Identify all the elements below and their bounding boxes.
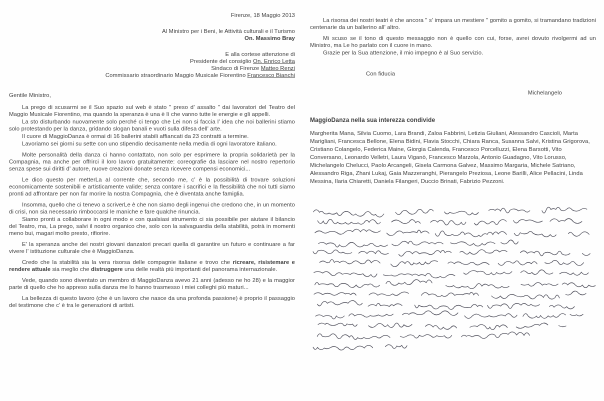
handwritten-signature-row <box>316 311 583 319</box>
letter-body-left <box>9 104 295 309</box>
attention-line-presidente <box>9 58 295 65</box>
link-enrico-letta[interactable]: On. Enrico Letta <box>253 58 295 65</box>
paragraph <box>9 216 295 237</box>
letter-column-left <box>9 12 295 393</box>
text-run: La bellezza di questo lavoro (che è un lavoro che nasce da una profonda passione) è proprio il passaggio del testimone che c' è tra le generazioni di artisti. <box>9 295 295 309</box>
handwritten-signature-row <box>315 229 589 237</box>
link-francesco-bianchi[interactable]: Francesco Bianchi <box>247 72 295 79</box>
text-run: La prego di scusarmi se il Suo spazio sul web è stato " preso d' assalto " dai lavoratori del Teatro del Maggio Musicale Fiorentino, ma quando la speranza è una è lì che vanno tutte le energie e gli appelli. <box>9 104 295 118</box>
attention-intro: E alla cortese attenzione di <box>225 51 295 58</box>
paragraph <box>9 133 295 140</box>
text-run: Il cuore di MaggioDanza è ormai di 16 ballerini stabili affiancati da 23 contratti a termine. <box>22 133 249 140</box>
handwritten-signature-row <box>313 250 590 257</box>
handwritten-signature-row <box>313 207 586 217</box>
attention-line-commissario <box>9 72 295 79</box>
link-matteo-renzi[interactable]: Matteo Renzi <box>260 65 295 72</box>
text-run: Lavoriamo sei giorni su sette con uno stipendio decisamente nella media di ogni lavoratore italiano. <box>22 141 277 147</box>
paragraph <box>9 152 295 173</box>
text-run: una delle realtà più importanti del panorama internazionale. <box>122 266 278 273</box>
handwritten-signature-row <box>320 260 584 267</box>
paragraph <box>9 141 295 148</box>
text-run: Le dico questo per metterLa al corrente che, secondo me, c' è la possibilità di trovare soluzioni economicamente sostenibili e artisticamente valide; senza contare i sacrifici e la flessibilità che noi tutti siamo pronti ad affrontare per non far morire la nostra Compagnia, che è diventata anche famiglia. <box>9 177 295 197</box>
attention-prefix: Presidente del consiglio <box>190 58 254 65</box>
handwritten-signature-row <box>318 240 518 247</box>
handwritten-signature-row <box>318 219 582 225</box>
signers-heading: MaggioDanza nella sua interezza condivide <box>310 116 436 124</box>
attention-block <box>9 51 295 79</box>
handwritten-signature-row <box>313 345 407 350</box>
text-run: Molte personalità della danza ci hanno contattato, non solo per esprimere la propria solidarietà per la Compagnia, ma anche per offrirci il loro lavoro gratuitamente: coreografie da lasciare nel nostro repertorio senza spese sui diritti d' autore, nuove creazioni donate senza ricevere compensi economici... <box>9 152 295 172</box>
paragraph <box>9 202 295 216</box>
signers-list: Margherita Mana, Silvia Cuomo, Lara Brandi, Zaloa Fabbrini, Letizia Giuliani, Alessandro Cascioli, Marta Marigliani, Francesca Bellone, Elena Bidini, Flavia Stocchi, Chiara Ranca, Susanna Salvi, Kristina Grigorova, Cristiano Colangelo, Federica Maine, Giorgia Calenda, Francesco Porcelluzzi, Elena Barsotti, Vito Conversano, Leonardo Velletri, Laura Viganò, Francesco Marzola, Antonio Guadagno, Vito Lorusso, Michelangelo Chelucci, Paolo Arcangeli, Gisela Carmona Galvez, Massimo Margaria, Michele Satriano, Alessandro Riga, Zhani Lukaj, Gaia Mazzeranghi, Pierangelo Preziosa, Leone Barilli, Alice Pellacini, Linda Messina, Ilaria Chiaretti, Daniela Filangeri, Duccio Brinati, Fabrizio Pezzoni. <box>310 130 590 185</box>
handwritten-signature-row <box>314 270 589 278</box>
paragraph <box>310 35 596 49</box>
recipient-line: Al Ministro per i Beni, le Attività culturali e il Turismo <box>162 28 295 35</box>
paragraph <box>9 177 295 198</box>
text-run: Mi scuso se il tono di questo messaggio non è quello con cui, forse, avrei dovuto rivolgermi ad un Ministro, ma Le ho parlato con il cuore in mano. <box>310 35 596 49</box>
paragraph <box>310 17 596 31</box>
date-line: Firenze, 18 Maggio 2013 <box>230 12 295 19</box>
paragraph <box>9 295 295 309</box>
handwritten-signature-row <box>314 291 586 299</box>
handwritten-signature-row <box>315 280 595 289</box>
paragraph <box>9 104 295 118</box>
text-run: Grazie per la Sua attenzione, il mio impegno è al Suo servizio. <box>323 50 484 56</box>
text-run: Siamo pronti a collaborare in ogni modo e con qualsiasi strumento ci sia possibile per aiutare il bilancio del Teatro, ma, La prego, salvi il nostro organico che, solo con la salvaguardia della stabilità, potrà in momenti meno bui, magari molto presto, rifiorire. <box>9 216 295 237</box>
closing-salutation: Con fiducia <box>366 71 396 77</box>
text-run: La sto disturbando nuovamente solo perché ci tengo che Lei non si faccia l' idea che noi ballerini stiamo solo protestando per la danza, gridando slogan banali e vuoti sulla difesa dell' arte. <box>9 119 295 132</box>
text-run: distruggere <box>90 266 123 273</box>
greeting: Gentile Ministro, <box>9 92 51 99</box>
handwritten-signatures-block <box>310 207 598 357</box>
paragraph <box>9 119 295 133</box>
handwritten-signature-row <box>317 301 574 310</box>
recipient-block <box>9 28 295 42</box>
letter-body-right <box>310 17 596 57</box>
text-run: Insomma, quello che ci tenevo a scriverLe è che non siamo degli ingenui che credono che, in un momento di crisi, non sia necessario rimboccarsi le maniche e fare qualche rinuncia. <box>9 202 295 215</box>
paragraph <box>310 50 596 57</box>
text-run: ricreare, risistemare e rendere attuale <box>9 259 295 273</box>
text-run: Credo che la stabilità sia la vera risorsa delle compagnie italiane e trovo che <box>22 259 233 266</box>
paragraph <box>9 277 295 291</box>
text-run: Vede, quando sono diventato un membro di MaggioDanza avevo 21 anni (adesso ne ho 28) e la maggior parte di quello che ho appreso sulla danza me lo hanno trasmesso i miei colleghi più maturi... <box>9 277 295 291</box>
handwritten-signature-row <box>318 323 566 330</box>
recipient-name: On. Massimo Bray <box>244 35 295 42</box>
attention-line-sindaco <box>9 65 295 72</box>
signature-name: Michelangelo <box>527 90 562 96</box>
text-run: La risorsa dei nostri teatri è che ancora " s' impara un mestiere " gomito a gomito, si tramandano tradizioni centenarie da un ballerino all' altro. <box>310 17 596 31</box>
attention-prefix: Sindaco di Firenze <box>211 65 261 72</box>
paragraph <box>9 241 295 255</box>
handwritten-signature-row <box>317 332 529 340</box>
text-run: sia meglio che <box>50 266 91 273</box>
text-run: E' la speranza anche dei nostri giovani danzatori precari quella di garantire un futuro e continuare a far vivere l' istituzione culturale che è MaggioDanza. <box>9 241 295 255</box>
attention-prefix: Commissario straordinario Maggio Musicale Fiorentino <box>105 72 248 79</box>
letter-column-right <box>310 12 596 393</box>
paragraph <box>9 259 295 273</box>
